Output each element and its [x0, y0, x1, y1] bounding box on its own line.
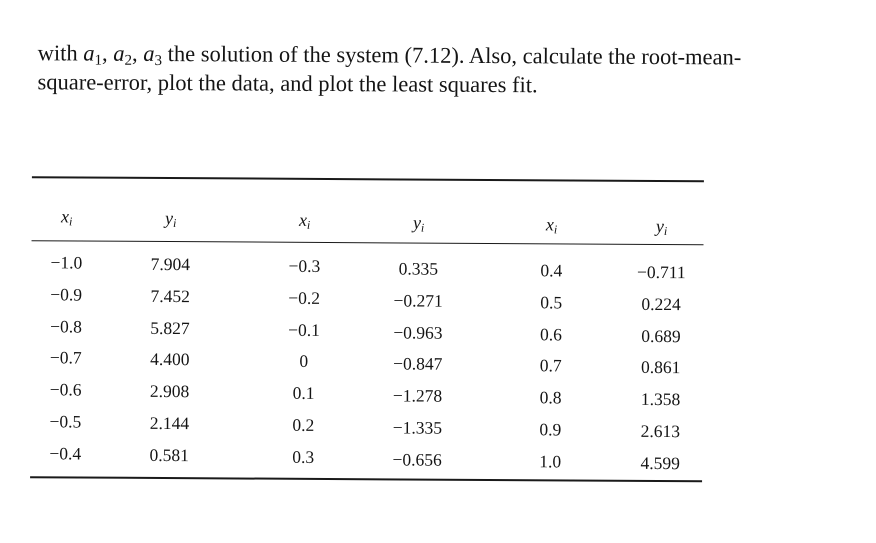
table-cell: 1.0 [539, 451, 562, 472]
var-separator: , [131, 40, 144, 66]
table-cell: 0.3 [292, 447, 315, 468]
table-cell: −0.656 [392, 449, 442, 470]
table-cell: 0.335 [398, 258, 439, 279]
column-header-sub: i [68, 214, 73, 229]
var-separator: , [101, 40, 114, 66]
text-after-vars: the solution of the system (7.12). Also, calculate the root-mean- [161, 40, 742, 70]
table-cell: 7.904 [150, 254, 191, 275]
table-cell: 1.358 [640, 388, 681, 410]
table-cell: −0.711 [636, 261, 686, 283]
column-header-sub: i [420, 220, 425, 235]
table-cell: 0.7 [539, 355, 562, 376]
table-header-rule [32, 240, 704, 245]
table-bottom-rule [30, 476, 702, 482]
table-cell: −0.1 [288, 320, 320, 341]
column-header-2 [164, 208, 177, 231]
column-header-base: y [655, 216, 665, 237]
column-header-sub: i [663, 224, 668, 239]
table-cell: 0.1 [292, 383, 315, 404]
table-cell: 0.224 [641, 293, 681, 315]
table-cell: −0.271 [393, 290, 443, 311]
table-cell: 7.452 [150, 286, 190, 307]
table-cell: 0.861 [641, 356, 681, 378]
table-cell: 0.4 [540, 260, 563, 281]
column-header-base: x [545, 214, 555, 235]
problem-text [37, 38, 852, 101]
column-header-6 [655, 216, 668, 239]
column-header-5 [545, 214, 558, 237]
var-a2-sub: 2 [124, 52, 133, 69]
table-cell: −0.2 [288, 288, 321, 309]
table-cell: −0.6 [49, 379, 82, 400]
var-a3-sub: 3 [154, 52, 163, 69]
table-cell: 0.6 [539, 324, 562, 345]
table-cell: 2.613 [640, 420, 681, 442]
column-header-base: x [298, 210, 308, 231]
table-cell: −1.0 [50, 252, 83, 273]
var-a1-base: a [83, 40, 95, 66]
table-cell: −0.4 [49, 443, 82, 464]
var-a2-base: a [113, 40, 125, 66]
table-cell: −0.9 [50, 284, 83, 305]
table-cell: 0.5 [540, 292, 563, 313]
table-cell: −1.335 [392, 417, 443, 438]
table-cell: 4.599 [640, 452, 680, 474]
table-cell: 2.144 [149, 413, 190, 434]
problem-text-line-2: square-error, plot the data, and plot the least squares fit. [37, 69, 538, 98]
text-before-vars: with [37, 40, 84, 66]
table-cell: 0.8 [539, 387, 562, 408]
table-cell: −0.963 [393, 322, 443, 343]
column-header-base: y [164, 208, 174, 229]
var-a1-sub: 1 [94, 52, 103, 69]
table-cell: −0.3 [288, 256, 321, 277]
table-cell: −0.8 [50, 316, 82, 337]
table-cell: −0.7 [49, 347, 82, 368]
column-header-4 [412, 212, 425, 235]
table-cell: −1.278 [392, 385, 443, 406]
var-a3-base: a [143, 40, 155, 66]
column-header-1 [60, 206, 73, 229]
column-header-base: y [412, 212, 422, 233]
column-header-base: x [60, 206, 70, 227]
table-cell: 0.689 [641, 325, 681, 347]
table-cell: 0.2 [292, 415, 315, 436]
table-cell: 0.9 [539, 419, 562, 440]
table-cell: 0.581 [149, 445, 189, 466]
column-header-3 [298, 210, 311, 233]
table-cell: −0.847 [393, 353, 443, 374]
column-header-sub: i [306, 218, 311, 233]
table-cell: 5.827 [150, 318, 190, 339]
table-cell: 4.400 [150, 349, 190, 370]
table-cell: −0.5 [49, 411, 82, 432]
table-cell: 2.908 [149, 381, 190, 402]
column-header-sub: i [172, 216, 177, 231]
table-cell: 0 [299, 351, 309, 372]
column-header-sub: i [553, 222, 558, 237]
table-top-rule [32, 176, 704, 182]
